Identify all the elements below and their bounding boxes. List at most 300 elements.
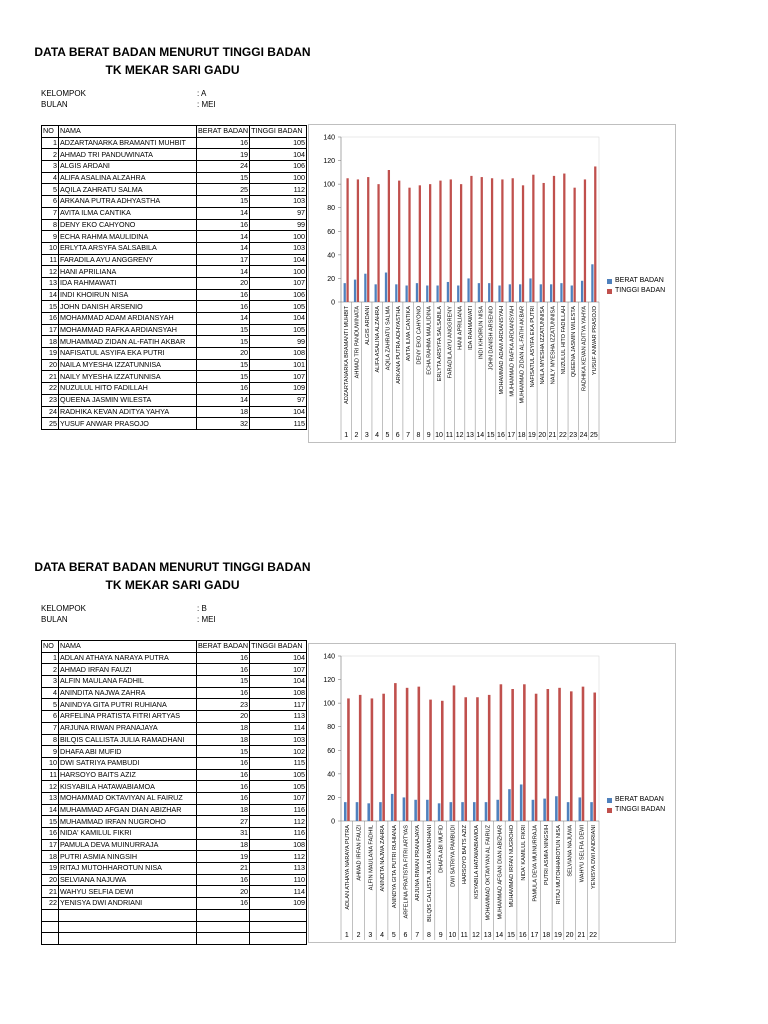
cell-nama: YUSUF ANWAR PRASOJO [59,418,197,430]
bar-tinggi-badan [570,691,573,821]
cell-no: 10 [42,242,59,254]
bar-tinggi-badan [582,687,585,821]
category-label: ANINDYA GITA PUTRI RUHIANA [391,825,398,909]
cell-no: 11 [42,254,59,266]
category-label: MUHAMMAD ZIDAN AL-FATIH AKBAR [519,306,526,404]
category-label: MUHAMMAD IRFAN NUGROHO [509,825,516,908]
category-label: DHAFA ABI MUFID [438,825,445,873]
section-a-title [0,43,345,79]
bar-berat-badan [344,802,347,821]
cell-tinggi-badan: 100 [250,172,307,184]
legend-item [607,276,665,286]
table-row [42,652,307,664]
section-b-meta [41,604,241,626]
cell-berat-badan: 31 [197,828,250,840]
cell-no: 8 [42,219,59,231]
cell-no: 20 [42,359,59,371]
bar-tinggi-badan [419,185,421,302]
category-label: PUTRI ASMIA NINGSIH [544,825,551,885]
category-number: 15 [486,432,495,439]
bar-tinggi-badan [394,683,397,821]
category-number: 7 [406,432,411,439]
cell-nama: YENISYA DWI ANDRIANI [59,898,197,910]
cell-tinggi-badan: 107 [250,371,307,383]
cell-tinggi-badan: 104 [250,676,307,688]
table-row [42,687,307,699]
bar-tinggi-badan [429,184,431,302]
cell-nama: PAMULA DEVA MUINURRAJA [59,839,197,851]
cell-nama: WAHYU SELFIA DEWI [59,886,197,898]
table-row [42,898,307,910]
cell-nama: KISYABILA HATAWABIAMOA [59,781,197,793]
cell-nama: AVITA ILMA CANTIKA [59,207,197,219]
cell-tinggi-badan: 108 [250,839,307,851]
category-number: 10 [435,432,443,439]
bar-berat-badan [436,286,438,303]
bar-tinggi-badan [441,701,444,821]
y-tick-label: 140 [323,653,335,661]
chart-svg [309,644,675,942]
legend-item [607,286,665,296]
cell-nama: NUZULUL HITO FADILLAH [59,383,197,395]
cell-no: 20 [42,874,59,886]
table-row [42,676,307,688]
category-number: 19 [528,432,536,439]
cell-berat-badan: 27 [197,816,250,828]
cell-empty [197,909,250,921]
cell-nama: MOHAMMAD OKTAVIYAN AL FAIRUZ [59,792,197,804]
bar-tinggi-badan [476,697,479,821]
cell-berat-badan: 18 [197,839,250,851]
cell-berat-badan: 15 [197,371,250,383]
bar-tinggi-badan [553,176,555,302]
cell-nama: BILQIS CALLISTA JULIA RAMADHANI [59,734,197,746]
bar-berat-badan [344,283,346,302]
cell-nama: ADLAN ATHAYA NARAYA PUTRA [59,652,197,664]
cell-no: 9 [42,746,59,758]
cell-tinggi-badan: 107 [250,277,307,289]
cell-no: 6 [42,711,59,723]
cell-nama: ARFELINA PRATISTA FITRI ARTYAS [59,711,197,723]
category-label: ARKANA PUTRA ADHYASTHA [395,306,402,384]
cell-no: 25 [42,418,59,430]
cell-empty [197,933,250,945]
section-a-meta [41,89,241,111]
bar-tinggi-badan [522,185,524,302]
category-number: 1 [344,932,349,939]
bar-tinggi-badan [406,688,409,821]
legend-swatch [607,808,612,813]
legend-swatch [607,279,612,284]
cell-nama: QUEENA JASMIN WILESTA [59,394,197,406]
cell-empty [42,933,59,945]
cell-tinggi-badan: 105 [250,301,307,313]
cell-no: 17 [42,324,59,336]
category-number: 15 [507,932,515,939]
cell-nama: PUTRI ASMIA NINGSIH [59,851,197,863]
category-label: DWI SATRIYA PAMBUDI [450,825,457,887]
y-tick-label: 20 [327,794,335,802]
cell-no: 7 [42,207,59,219]
cell-berat-badan: 18 [197,722,250,734]
bar-berat-badan [540,284,542,302]
bar-tinggi-badan [501,179,503,302]
kelompok-label: KELOMPOK [41,604,86,613]
section-b-chart [308,643,676,943]
table-row [42,769,307,781]
table-row [42,277,307,289]
category-label: FARADILA AYU ANGGRENY [447,306,454,379]
bar-tinggi-badan [439,181,441,302]
cell-no: 3 [42,676,59,688]
cell-nama: MUHAMMAD AFGAN DIAN ABIZHAR [59,804,197,816]
category-number: 3 [364,432,369,439]
cell-tinggi-badan: 97 [250,207,307,219]
cell-tinggi-badan: 97 [250,394,307,406]
table-row [42,746,307,758]
bulan-value: : MEI [197,100,216,109]
category-label: KISYABILA HATAWABIAMOA [473,825,480,899]
cell-nama: FARADILA AYU ANGGRENY [59,254,197,266]
bar-tinggi-badan [594,166,596,302]
cell-tinggi-badan: 104 [250,313,307,325]
category-number: 16 [497,432,505,439]
cell-berat-badan: 18 [197,406,250,418]
bar-berat-badan [356,802,359,821]
category-number: 3 [368,932,373,939]
cell-berat-badan: 15 [197,196,250,208]
cell-nama: MUHAMMAD IRFAN NUGROHO [59,816,197,828]
kelompok-value: : B [197,604,207,613]
bar-berat-badan [391,794,394,821]
table-row [42,137,307,149]
cell-berat-badan: 14 [197,266,250,278]
category-number: 18 [517,432,526,439]
cell-no: 16 [42,828,59,840]
table-row [42,664,307,676]
cell-berat-badan: 16 [197,757,250,769]
cell-nama: NAFISATUL ASYIFA EKA PUTRI [59,348,197,360]
cell-no: 2 [42,149,59,161]
cell-nama: DENY EKO CAHYONO [59,219,197,231]
table-row [42,207,307,219]
category-number: 9 [426,432,431,439]
cell-no: 17 [42,839,59,851]
category-number: 13 [466,432,474,439]
header-tinggi-badan: TINGGI BADAN [250,641,307,653]
table-row [42,816,307,828]
cell-nama: NIDA' KAMILUL FIKRI [59,828,197,840]
category-number: 8 [427,932,431,939]
bar-berat-badan [406,286,408,303]
category-number: 22 [589,932,598,939]
cell-nama: AHMAD IRFAN FAUZI [59,664,197,676]
category-label: WAHYU SELFIA DEWI [579,825,586,883]
cell-no: 14 [42,804,59,816]
bar-tinggi-badan [547,689,550,821]
bar-berat-badan [395,284,397,302]
table-row [42,301,307,313]
category-label: ALFIN MAULANA FADHIL [368,825,375,891]
cell-no: 13 [42,792,59,804]
bar-berat-badan [550,284,552,302]
category-label: ADZARTANARKA BRAMANTI MUHBIT [344,306,351,405]
cell-berat-badan: 24 [197,161,250,173]
category-label: NIDA' KAMILUL FIKRI [520,825,527,881]
category-number: 24 [579,432,588,439]
cell-tinggi-badan: 102 [250,746,307,758]
table-row [42,348,307,360]
cell-tinggi-badan: 112 [250,184,307,196]
cell-no: 22 [42,898,59,910]
cell-berat-badan: 14 [197,242,250,254]
category-label: JOHN DANISH ARSENIO [488,306,495,371]
cell-tinggi-badan: 104 [250,652,307,664]
category-number: 9 [438,932,443,939]
category-label: INDI KHOIRUN NISA [478,306,485,360]
cell-tinggi-badan: 108 [250,687,307,699]
table-row [42,839,307,851]
bar-berat-badan [478,283,480,302]
cell-berat-badan: 16 [197,769,250,781]
cell-berat-badan: 20 [197,886,250,898]
bulan-value: : MEI [197,615,216,624]
cell-berat-badan: 15 [197,359,250,371]
bar-berat-badan [508,789,511,821]
cell-no: 5 [42,699,59,711]
cell-tinggi-badan: 110 [250,874,307,886]
cell-no: 19 [42,863,59,875]
bar-berat-badan [520,784,523,821]
category-number: 19 [554,932,562,939]
cell-tinggi-badan: 109 [250,898,307,910]
bar-tinggi-badan [500,684,503,821]
bar-tinggi-badan [511,689,514,821]
cell-tinggi-badan: 99 [250,219,307,231]
cell-nama: RITAJ MUTOHHAROTUN NISA [59,863,197,875]
chart-legend [607,276,665,296]
category-label: DENY EKO CAHYONO [416,306,423,365]
cell-nama: ADZARTANARKA BRAMANTI MUHBIT [59,137,197,149]
category-label: MUHAMMAD RAFKA ARDIANSYAH [509,306,516,397]
table-row [42,851,307,863]
category-number: 5 [385,432,390,439]
cell-berat-badan: 20 [197,711,250,723]
category-label: YENISYA DWI ANDRIANI [591,825,598,889]
legend-label: BERAT BADAN [615,796,664,803]
table-row [42,359,307,371]
cell-berat-badan: 14 [197,313,250,325]
category-label: BILQIS CALLISTA JULIA RAMADHANI [426,825,433,922]
bar-tinggi-badan [382,694,385,821]
cell-tinggi-badan: 103 [250,242,307,254]
cell-berat-badan: 16 [197,898,250,910]
cell-no: 12 [42,266,59,278]
bar-tinggi-badan [388,170,390,302]
cell-nama: MUHAMMAD ZIDAN AL-FATIH AKBAR [59,336,197,348]
category-number: 6 [395,432,400,439]
bar-tinggi-badan [584,179,586,302]
category-label: ADLAN ATHAYA NARAYA PUTRA [344,825,351,910]
cell-berat-badan: 20 [197,277,250,289]
cell-berat-badan: 16 [197,781,250,793]
header-no: NO [42,126,59,138]
cell-tinggi-badan: 112 [250,851,307,863]
bar-tinggi-badan [346,178,348,302]
bar-tinggi-badan [464,697,467,821]
table-row [42,254,307,266]
cell-no: 3 [42,161,59,173]
category-number: 25 [589,432,598,439]
cell-tinggi-badan: 103 [250,196,307,208]
cell-berat-badan: 16 [197,687,250,699]
cell-berat-badan: 23 [197,699,250,711]
cell-tinggi-badan: 106 [250,289,307,301]
cell-berat-badan: 25 [197,184,250,196]
cell-empty [59,909,197,921]
cell-tinggi-badan: 104 [250,254,307,266]
category-number: 2 [356,932,361,939]
cell-nama: NAILY MYESHA IZZATUNNISA [59,371,197,383]
cell-no: 10 [42,757,59,769]
cell-no: 11 [42,769,59,781]
bar-berat-badan [354,280,356,302]
category-number: 11 [460,932,468,939]
cell-nama: ALIFA ASALINA ALZAHRA [59,172,197,184]
category-label: MUHAMMAD AFGAN DIAN ABIZHAR [497,825,504,920]
category-label: ANINDITA NAJWA ZAHRA [380,825,387,892]
table-header-row [42,126,307,138]
bar-berat-badan [375,284,377,302]
category-number: 20 [538,432,547,439]
category-number: 21 [548,432,557,439]
table-row [42,863,307,875]
legend-swatch [607,798,612,803]
cell-tinggi-badan: 103 [250,734,307,746]
cell-no: 1 [42,137,59,149]
category-label: AVITA ILMA CANTIKA [406,306,413,362]
cell-nama: ANINDYA GITA PUTRI RUHIANA [59,699,197,711]
cell-empty [250,909,307,921]
bar-berat-badan [457,286,459,303]
table-row [42,406,307,418]
bar-berat-badan [426,800,429,821]
cell-berat-badan: 16 [197,137,250,149]
table-row [42,336,307,348]
category-number: 4 [375,432,380,439]
chart-legend [607,795,665,815]
cell-berat-badan: 15 [197,746,250,758]
cell-tinggi-badan: 104 [250,149,307,161]
bar-berat-badan [591,264,593,302]
bulan-label: BULAN [41,615,68,624]
bar-berat-badan [571,286,573,303]
cell-tinggi-badan: 106 [250,161,307,173]
cell-berat-badan: 16 [197,792,250,804]
cell-nama: MOHAMMAD ADAM ARDIANSYAH [59,313,197,325]
y-tick-label: 0 [331,818,335,826]
kelompok-value: : A [197,89,207,98]
category-number: 23 [569,432,578,439]
bar-berat-badan [498,286,500,303]
cell-tinggi-badan: 108 [250,348,307,360]
legend-item [607,795,665,805]
bar-berat-badan [579,797,582,821]
y-tick-label: 60 [327,228,335,236]
y-tick-label: 100 [323,181,335,189]
category-number: 16 [518,932,527,939]
cell-berat-badan: 19 [197,851,250,863]
bar-berat-badan [450,802,453,821]
section-a-table [41,125,307,430]
category-label: SELVIANA NAJUWA [567,825,574,877]
cell-tinggi-badan: 105 [250,781,307,793]
category-number: 12 [471,932,480,939]
cell-nama: ECHA RAHMA MAULIDINA [59,231,197,243]
cell-nama: AQILA ZAHRATU SALMA [59,184,197,196]
bar-tinggi-badan [574,188,576,302]
bar-berat-badan [560,283,562,302]
cell-nama: ARJUNA RIWAN PRANAJAYA [59,722,197,734]
cell-berat-badan: 14 [197,394,250,406]
bar-tinggi-badan [450,179,452,302]
bar-tinggi-badan [398,181,400,302]
y-tick-label: 20 [327,275,335,283]
bar-berat-badan [567,802,570,821]
cell-tinggi-badan: 109 [250,383,307,395]
category-label: HARSOYO BAITS AZIZ [462,825,469,885]
table-row-empty [42,933,307,945]
bar-tinggi-badan [563,174,565,302]
cell-tinggi-badan: 116 [250,804,307,816]
category-number: 13 [483,932,492,939]
cell-tinggi-badan: 99 [250,336,307,348]
table-row [42,383,307,395]
bar-berat-badan [364,274,366,302]
table-row [42,313,307,325]
cell-no: 12 [42,781,59,793]
cell-nama: DWI SATRIYA PAMBUDI [59,757,197,769]
cell-no: 7 [42,722,59,734]
section-b-title-line1: DATA BERAT BADAN MENURUT TINGGI BADAN [34,560,311,574]
category-number: 21 [577,932,586,939]
table-row [42,289,307,301]
header-berat-badan: BERAT BADAN [198,641,249,651]
cell-empty [59,921,197,933]
bar-tinggi-badan [359,695,362,821]
bar-tinggi-badan [347,698,350,821]
category-label: NAILY MYESHA IZZATUNNISA [550,306,557,385]
y-tick-label: 120 [323,677,335,685]
category-number: 12 [455,432,464,439]
category-label: IDA RAHMAWATI [468,306,474,350]
cell-no: 1 [42,652,59,664]
cell-tinggi-badan: 115 [250,757,307,769]
category-number: 8 [416,432,421,439]
category-number: 7 [415,932,420,939]
bulan-label: BULAN [41,100,68,109]
table-row [42,242,307,254]
table-row [42,219,307,231]
bar-tinggi-badan [460,184,462,302]
category-label: YUSUF ANWAR PRASOJO [591,306,598,376]
cell-berat-badan: 16 [197,383,250,395]
bar-berat-badan [532,800,535,821]
table-row-empty [42,909,307,921]
bar-berat-badan [485,802,488,821]
bar-tinggi-badan [453,685,456,821]
table-row [42,711,307,723]
